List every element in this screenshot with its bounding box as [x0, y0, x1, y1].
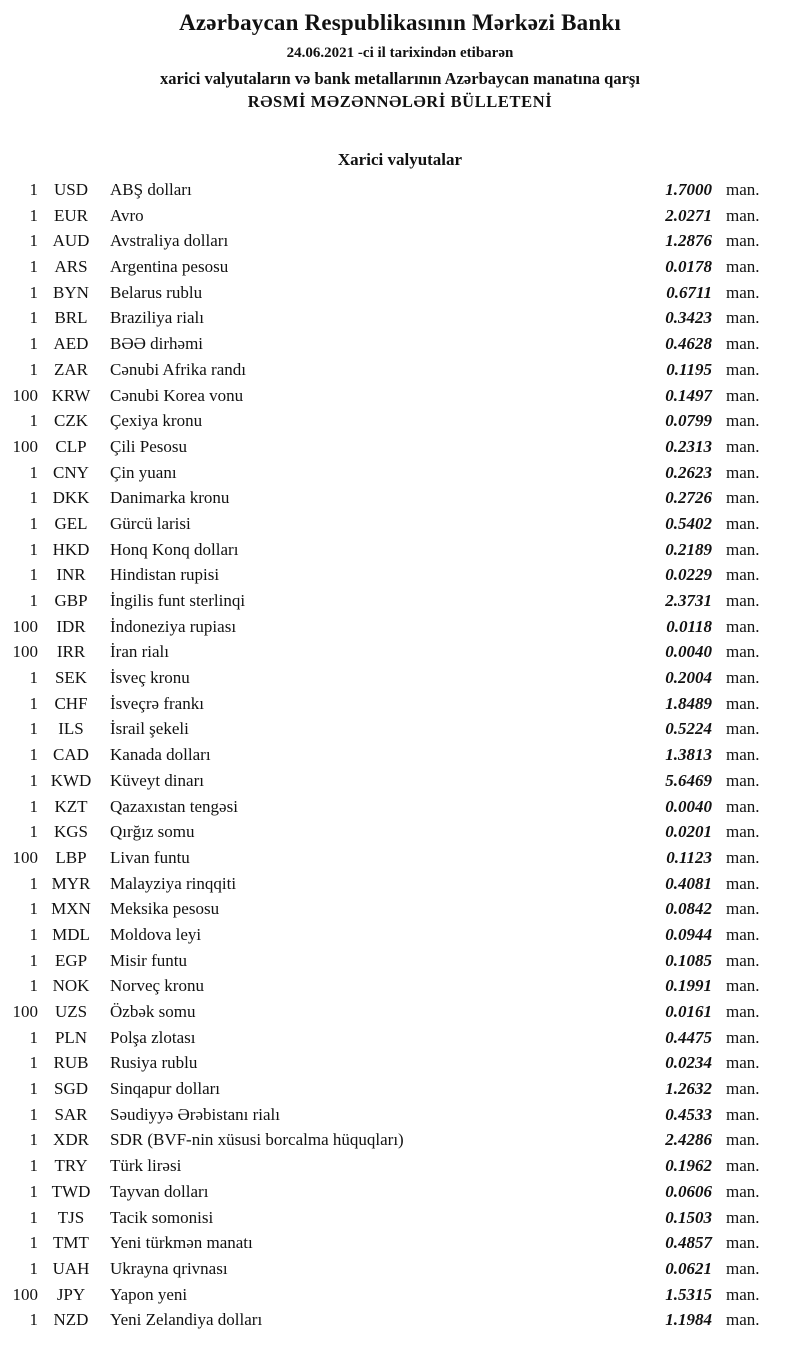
rate-unit: man.	[726, 1104, 760, 1124]
rate-value: 0.3423	[665, 308, 712, 328]
rate-unit: man.	[726, 1002, 760, 1021]
rate-quantity: 1	[29, 282, 38, 302]
rate-quantity: 1	[29, 359, 38, 379]
currency-name: Norveç kronu	[110, 976, 204, 996]
rate-quantity: 1	[29, 1233, 38, 1253]
rate-value: 0.4081	[665, 873, 712, 893]
currency-code: EGP	[54, 950, 88, 970]
rate-unit: man.	[726, 847, 760, 867]
rate-row	[0, 1307, 800, 1333]
rate-unit: man.	[726, 565, 760, 585]
rate-quantity: 1	[29, 693, 38, 713]
rate-row	[0, 254, 800, 280]
currency-name: Küveyt dinarı	[110, 770, 204, 790]
currency-code: UAH	[52, 1258, 90, 1278]
currency-name: BƏƏ dirhəmi	[110, 334, 204, 354]
rate-unit: man.	[726, 796, 760, 816]
rate-unit: man.	[726, 513, 760, 533]
rate-value: 0.1497	[665, 385, 712, 405]
currency-name: Qazaxıstan tengəsi	[110, 796, 238, 816]
rate-row	[0, 794, 800, 820]
currency-name: Belarus rublu	[110, 282, 203, 302]
rate-row	[0, 1127, 800, 1153]
rate-unit: man.	[726, 1156, 760, 1176]
rate-quantity: 100	[12, 616, 38, 636]
currency-name: Özbək somu	[110, 1002, 196, 1021]
rate-value: 1.2876	[665, 231, 712, 251]
rate-unit: man.	[726, 231, 760, 251]
rate-unit: man.	[726, 282, 760, 302]
currency-name: Hindistan rupisi	[110, 565, 220, 585]
currency-code: ILS	[58, 719, 84, 739]
rate-value: 0.1123	[666, 847, 712, 867]
rate-row	[0, 665, 800, 691]
rate-quantity: 1	[29, 976, 38, 996]
rate-unit: man.	[726, 616, 760, 636]
rate-unit: man.	[726, 745, 760, 765]
rate-unit: man.	[726, 976, 760, 996]
rate-value: 0.5224	[665, 719, 712, 739]
rate-value: 0.4628	[665, 334, 712, 354]
rate-value: 0.2623	[665, 462, 712, 482]
rate-quantity: 1	[29, 539, 38, 559]
currency-code: IRR	[56, 642, 86, 662]
rate-row	[0, 1050, 800, 1076]
rate-quantity: 1	[29, 745, 38, 765]
rate-quantity: 1	[29, 950, 38, 970]
rate-unit: man.	[726, 539, 760, 559]
rate-value: 0.1503	[665, 1207, 712, 1227]
currency-code: PLN	[54, 1027, 88, 1047]
rate-unit: man.	[726, 1027, 760, 1047]
rate-value: 0.2004	[665, 668, 712, 688]
rate-quantity: 1	[29, 257, 38, 277]
currency-code: NZD	[53, 1310, 89, 1330]
rate-value: 0.0118	[666, 616, 712, 636]
rate-unit: man.	[726, 899, 760, 919]
currency-code: ARS	[54, 257, 88, 277]
rate-value: 0.0040	[665, 796, 712, 816]
currency-code: AUD	[52, 231, 90, 251]
rate-unit: man.	[726, 1053, 760, 1073]
currency-code: KGS	[53, 822, 88, 842]
rate-value: 1.2632	[665, 1079, 712, 1099]
currency-name: Misir funtu	[110, 950, 187, 970]
currency-name: Çin yuanı	[110, 462, 177, 482]
currency-code: BYN	[53, 282, 89, 302]
rate-quantity: 1	[29, 719, 38, 739]
currency-code: EUR	[54, 205, 88, 225]
currency-code: BRL	[54, 308, 88, 328]
rate-quantity: 1	[29, 1258, 38, 1278]
currency-code: CAD	[53, 745, 89, 765]
rate-value: 0.4857	[665, 1233, 712, 1253]
rate-row	[0, 871, 800, 897]
currency-name: Malayziya rinqqiti	[110, 873, 237, 893]
currency-code: ZAR	[54, 359, 88, 379]
subject-line: xarici valyutaların və bank metallarının Azərbaycan manatına qarşı	[160, 69, 640, 88]
rate-unit: man.	[726, 334, 760, 354]
rate-unit: man.	[726, 693, 760, 713]
rate-quantity: 1	[29, 205, 38, 225]
rate-unit: man.	[726, 924, 760, 944]
rate-quantity: 1	[29, 770, 38, 790]
rate-quantity: 100	[12, 1284, 38, 1304]
rate-row	[0, 511, 800, 537]
rate-row	[0, 1102, 800, 1128]
currency-code: USD	[53, 180, 88, 199]
rate-quantity: 1	[29, 565, 38, 585]
rate-value: 0.0944	[665, 924, 712, 944]
rate-row	[0, 1153, 800, 1179]
rate-unit: man.	[726, 1207, 760, 1227]
currency-code: IDR	[56, 616, 86, 636]
currency-code: HKD	[52, 539, 90, 559]
rate-quantity: 1	[29, 1053, 38, 1073]
currency-name: Tacik somonisi	[110, 1207, 214, 1227]
rate-row	[0, 408, 800, 434]
currency-code: KZT	[54, 796, 88, 816]
currency-code: KWD	[50, 770, 92, 790]
rate-value: 0.2313	[665, 436, 712, 456]
rate-unit: man.	[726, 719, 760, 739]
rate-unit: man.	[726, 308, 760, 328]
currency-name: Kanada dolları	[110, 745, 211, 765]
rate-quantity: 1	[29, 1207, 38, 1227]
currency-name: Polşa zlotası	[110, 1027, 196, 1047]
currency-code: JPY	[56, 1284, 86, 1304]
rate-quantity: 100	[12, 847, 38, 867]
currency-code: MDL	[52, 924, 90, 944]
rate-row	[0, 331, 800, 357]
currency-name: Moldova leyi	[110, 924, 202, 944]
currency-name: İran rialı	[110, 642, 169, 662]
rate-value: 2.3731	[665, 591, 712, 610]
currency-name: SDR (BVF-nin xüsusi borcalma hüquqları)	[110, 1130, 404, 1150]
currency-code: SAR	[54, 1104, 88, 1124]
rate-quantity: 1	[29, 899, 38, 919]
currency-name: Çili Pesosu	[110, 436, 187, 456]
currency-code: INR	[56, 565, 86, 585]
rate-quantity: 1	[29, 231, 38, 251]
currency-name: Rusiya rublu	[110, 1053, 198, 1073]
rate-row	[0, 1205, 800, 1231]
rate-row	[0, 691, 800, 717]
rate-value: 0.4533	[665, 1104, 712, 1124]
currency-code: CLP	[55, 436, 87, 456]
rate-row	[0, 562, 800, 588]
rate-quantity: 100	[12, 642, 38, 662]
rate-quantity: 1	[29, 668, 38, 688]
rate-unit: man.	[726, 1258, 760, 1278]
rate-row	[0, 716, 800, 742]
section-title-foreign-currencies: Xarici valyutalar	[337, 150, 463, 169]
currency-code: GBP	[54, 591, 88, 610]
rate-quantity: 1	[29, 1130, 38, 1150]
bulletin-title: RƏSMİ MƏZƏNNƏLƏRİ BÜLLETENİ	[247, 92, 553, 111]
rate-row	[0, 614, 800, 640]
rate-value: 0.4475	[665, 1027, 712, 1047]
rate-value: 0.1085	[665, 950, 712, 970]
rate-unit: man.	[726, 359, 760, 379]
rate-value: 0.1991	[665, 976, 712, 996]
rate-quantity: 1	[29, 873, 38, 893]
currency-code: CNY	[53, 462, 89, 482]
currency-name: Avro	[110, 205, 144, 225]
currency-code: DKK	[52, 488, 90, 508]
currency-code: SEK	[54, 668, 88, 688]
rate-unit: man.	[726, 488, 760, 508]
rate-unit: man.	[726, 385, 760, 405]
currency-name: Tayvan dolları	[110, 1181, 209, 1201]
currency-code: TWD	[51, 1181, 91, 1201]
effective-date-line: 24.06.2021 -ci il tarixindən etibarən	[286, 45, 514, 61]
rate-row	[0, 999, 800, 1025]
rate-unit: man.	[726, 462, 760, 482]
rate-row	[0, 768, 800, 794]
currency-code: TRY	[54, 1156, 88, 1176]
rate-quantity: 1	[29, 308, 38, 328]
rate-quantity: 100	[12, 1002, 38, 1021]
currency-name: İsveçrə frankı	[110, 693, 204, 713]
currency-name: Yeni Zelandiya dolları	[110, 1310, 263, 1330]
currency-name: Səudiyyə Ərəbistanı rialı	[110, 1104, 280, 1124]
rate-quantity: 1	[29, 1310, 38, 1330]
rate-quantity: 1	[29, 488, 38, 508]
rate-row	[0, 460, 800, 486]
rate-quantity: 100	[12, 436, 38, 456]
currency-code: UZS	[54, 1002, 88, 1021]
rate-value: 2.4286	[665, 1130, 712, 1150]
currency-name: İsveç kronu	[110, 668, 190, 688]
currency-name: Meksika pesosu	[110, 899, 220, 919]
rate-row	[0, 1025, 800, 1051]
rate-row	[0, 434, 800, 460]
rate-quantity: 1	[29, 591, 38, 610]
rate-unit: man.	[726, 642, 760, 662]
rate-row	[0, 357, 800, 383]
rate-value: 0.5402	[665, 513, 712, 533]
currency-name: İndoneziya rupiası	[110, 616, 237, 636]
rate-unit: man.	[726, 591, 760, 610]
currency-code: TJS	[57, 1207, 85, 1227]
currency-name: Argentina pesosu	[110, 257, 229, 277]
currency-name: Avstraliya dolları	[110, 231, 229, 251]
currency-code: MXN	[51, 899, 91, 919]
rate-quantity: 1	[29, 1104, 38, 1124]
rate-value: 0.2189	[665, 539, 712, 559]
rate-value: 1.1984	[665, 1310, 712, 1330]
currency-code: AED	[53, 334, 89, 354]
rate-unit: man.	[726, 257, 760, 277]
rate-row	[0, 280, 800, 306]
rate-value: 5.6469	[665, 770, 712, 790]
rate-quantity: 1	[29, 513, 38, 533]
rate-unit: man.	[726, 668, 760, 688]
rate-unit: man.	[726, 1079, 760, 1099]
currency-name: Danimarka kronu	[110, 488, 230, 508]
rate-value: 0.6711	[666, 282, 712, 302]
rate-value: 1.8489	[665, 693, 712, 713]
rate-quantity: 1	[29, 822, 38, 842]
rate-unit: man.	[726, 950, 760, 970]
rate-value: 1.5315	[665, 1284, 712, 1304]
rate-quantity: 1	[29, 924, 38, 944]
rate-value: 0.0621	[665, 1258, 712, 1278]
rate-row	[0, 203, 800, 229]
rate-quantity: 1	[29, 796, 38, 816]
rate-value: 0.0040	[665, 642, 712, 662]
currency-name: Ukrayna qrivnası	[110, 1258, 228, 1278]
rate-quantity: 1	[29, 334, 38, 354]
rate-row	[0, 1256, 800, 1282]
currency-code: NOK	[52, 976, 90, 996]
rate-unit: man.	[726, 1233, 760, 1253]
rate-row	[0, 177, 800, 203]
rate-unit: man.	[726, 1284, 760, 1304]
currency-code: GEL	[54, 513, 88, 533]
currency-name: Türk lirəsi	[110, 1156, 182, 1176]
bank-title: Azərbaycan Respublikasının Mərkəzi Bankı	[179, 10, 621, 35]
currency-name: Livan funtu	[110, 847, 190, 867]
currency-code: TMT	[53, 1233, 89, 1253]
rate-quantity: 100	[12, 385, 38, 405]
currency-code: KRW	[51, 385, 91, 405]
rate-row	[0, 1230, 800, 1256]
rate-row	[0, 973, 800, 999]
rate-row	[0, 922, 800, 948]
currency-name: Yeni türkmən manatı	[110, 1233, 253, 1253]
rate-value: 0.0201	[665, 822, 712, 842]
rate-value: 1.7000	[665, 180, 712, 199]
rate-unit: man.	[726, 822, 760, 842]
currency-name: Sinqapur dolları	[110, 1079, 221, 1099]
document-header	[0, 10, 800, 112]
rate-row	[0, 1076, 800, 1102]
rate-row	[0, 639, 800, 665]
rate-row	[0, 948, 800, 974]
rate-quantity: 1	[29, 1156, 38, 1176]
rates-table	[0, 177, 800, 1333]
rate-value: 0.0799	[665, 411, 712, 431]
rate-quantity: 1	[29, 1027, 38, 1047]
currency-code: MYR	[51, 873, 91, 893]
currency-name: Braziliya rialı	[110, 308, 204, 328]
rate-unit: man.	[726, 436, 760, 456]
rate-row	[0, 1282, 800, 1308]
rate-value: 0.0161	[665, 1002, 712, 1021]
currency-name: İngilis funt sterlinqi	[110, 591, 246, 610]
rate-row	[0, 1179, 800, 1205]
rate-row	[0, 742, 800, 768]
rate-value: 0.2726	[665, 488, 712, 508]
rate-quantity: 1	[29, 411, 38, 431]
currency-name: Gürcü larisi	[110, 513, 191, 533]
rate-value: 0.1195	[666, 359, 712, 379]
rate-unit: man.	[726, 1130, 760, 1150]
currency-code: XDR	[53, 1130, 89, 1150]
currency-name: Honq Konq dolları	[110, 539, 239, 559]
currency-name: Cənubi Korea vonu	[110, 385, 244, 405]
currency-name: Yapon yeni	[110, 1284, 188, 1304]
rate-value: 0.1962	[665, 1156, 712, 1176]
rate-row	[0, 537, 800, 563]
rate-value: 2.0271	[665, 205, 712, 225]
rate-row	[0, 588, 800, 614]
rate-row	[0, 228, 800, 254]
rate-unit: man.	[726, 1310, 760, 1330]
currency-name: Cənubi Afrika randı	[110, 359, 246, 379]
rate-quantity: 1	[29, 1181, 38, 1201]
rate-row	[0, 305, 800, 331]
rate-row	[0, 896, 800, 922]
rate-unit: man.	[726, 205, 760, 225]
currency-name: İsrail şekeli	[110, 719, 189, 739]
rate-quantity: 1	[29, 462, 38, 482]
currency-code: LBP	[55, 847, 87, 867]
rate-row	[0, 485, 800, 511]
rate-value: 0.0229	[665, 565, 712, 585]
rate-unit: man.	[726, 1181, 760, 1201]
currency-code: RUB	[53, 1053, 89, 1073]
rate-value: 0.0842	[665, 899, 712, 919]
rate-quantity: 1	[29, 180, 38, 199]
rate-row	[0, 845, 800, 871]
rate-value: 0.0606	[665, 1181, 712, 1201]
rate-unit: man.	[726, 770, 760, 790]
rate-row	[0, 383, 800, 409]
rate-unit: man.	[726, 873, 760, 893]
currency-name: Çexiya kronu	[110, 411, 203, 431]
currency-code: CHF	[54, 693, 88, 713]
rate-unit: man.	[726, 180, 760, 199]
currency-name: Qırğız somu	[110, 822, 195, 842]
rate-value: 0.0178	[665, 257, 712, 277]
currency-code: SGD	[53, 1079, 88, 1099]
rate-value: 0.0234	[665, 1053, 712, 1073]
currency-name: ABŞ dolları	[110, 180, 192, 199]
rate-quantity: 1	[29, 1079, 38, 1099]
rate-unit: man.	[726, 411, 760, 431]
currency-code: CZK	[54, 411, 88, 431]
rate-value: 1.3813	[665, 745, 712, 765]
rate-row	[0, 819, 800, 845]
